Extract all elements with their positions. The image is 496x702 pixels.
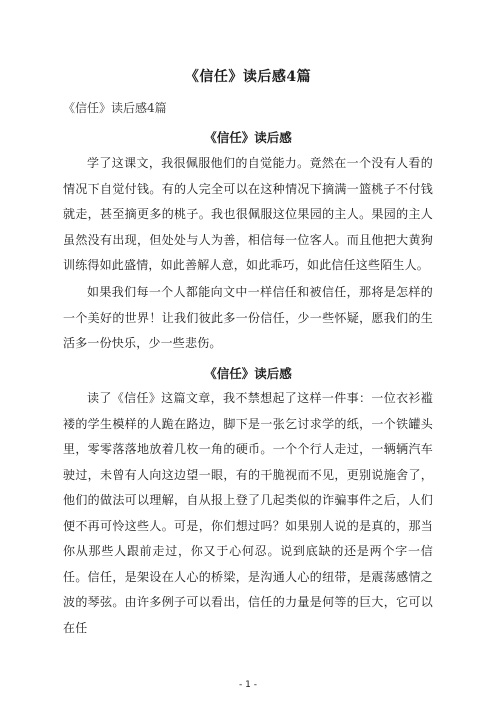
document-subtitle: 《信任》读后感4篇 bbox=[63, 101, 167, 115]
section-1-paragraph-2: 如果我们每一个人都能向文中一样信任和被信任，那将是怎样的一个美好的世界！让我们彼此多一份信任，少一些怀疑，愿我们的生活多一份快乐，少一些悲伤。 bbox=[63, 285, 433, 350]
section-2-paragraph-1: 读了《信任》这篇文章，我不禁想起了这样一件事：一位衣衫褴褛的学生模样的人跪在路边，脚下是一张乞讨求学的纸，一个铁罐头里，零零落落地放着几枚一角的硬币。一个个行人走过，一辆辆汽车驶过，未曾有人向这边望一眼，有的干脆视而不见，更别说施舍了，他们的做法可以理解，自从报上登了几起类似的诈骗事件之后，人们便不再可怜这些人。可是，你们想过吗？如果别人说的是真的，那当你从那些人跟前走过，你又于心何忍。说到底缺的还是两个字一信任。信任，是架设在人心的桥梁，是沟通人心的纽带，是震荡感情之波的琴弦。由许多例子可以看出，信任的力量是何等的巨大，它可以在任 bbox=[63, 391, 433, 635]
section-1-paragraph-1: 学了这课文，我很佩服他们的自觉能力。竟然在一个没有人看的情况下自觉付钱。有的人完全可以在这种情况下摘满一篮桃子不付钱就走，甚至摘更多的桃子。我也很佩服这位果园的主人。果园的主人虽然没有出现，但处处与人为善，相信每一位客人。而且他把大黄狗训练得如此盛情，如此善解人意，如此乖巧，如此信任这些陌生人。 bbox=[63, 156, 433, 272]
document-title: 《信任》读后感4篇 bbox=[184, 69, 312, 85]
page-number: - 1 - bbox=[239, 680, 257, 690]
section-heading-1: 《信任》读后感 bbox=[204, 130, 292, 145]
section-heading-2: 《信任》读后感 bbox=[204, 366, 292, 381]
